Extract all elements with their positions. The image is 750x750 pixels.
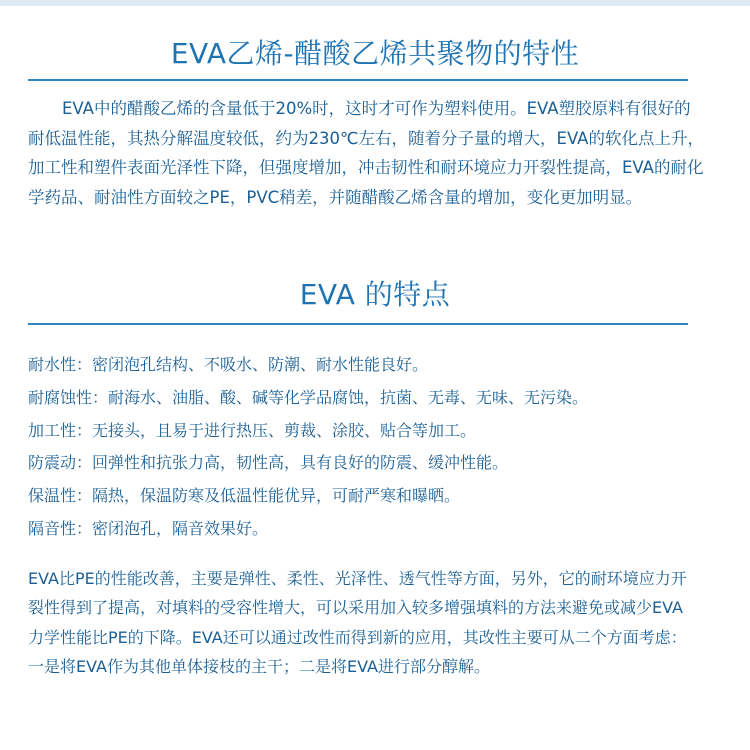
feature-item-sound-insulation: 隔音性：密闭泡孔，隔音效果好。: [28, 518, 269, 538]
intro-line: 加工性和塑件表面光泽性下降，但强度增加，冲击韧性和耐环境应力开裂性提高，EVA的耐化: [28, 158, 704, 177]
intro-line: 耐低温性能，其热分解温度较低，约为230℃左右，随着分子量的增大，EVA的软化点上升，: [28, 128, 704, 148]
summary-line: EVA比PE的性能改善，主要是弹性、柔性、光泽性、透气性等方面，另外，它的耐环境应力开: [28, 569, 687, 588]
summary-line: 一是将EVA作为其他单体接枝的主干；二是将EVA进行部分醇解。: [28, 656, 490, 676]
summary-line: 力学性能比PE的下降。EVA还可以通过改性而得到新的应用，其改性主要可从二个方面考虑：: [28, 627, 687, 647]
title-underline: [28, 79, 688, 81]
feature-item-processability: 加工性：无接头，且易于进行热压、剪裁、涂胶、贴合等加工。: [28, 420, 477, 440]
feature-item-thermal-insulation: 保温性：隔热，保温防寒及低温性能优异，可耐严寒和曝晒。: [28, 486, 461, 506]
feature-item-water-resistance: 耐水性：密闭泡孔结构、不吸水、防潮、耐水性能良好。: [28, 355, 429, 374]
feature-list: [28, 349, 738, 546]
feature-item-shock-absorption: 防震动：回弹性和抗张力高，韧性高，具有良好的防震、缓冲性能。: [28, 453, 509, 473]
page-title: EVA乙烯-醋酸乙烯共聚物的特性: [170, 37, 580, 70]
section-underline: [28, 323, 688, 325]
top-border-strip: [0, 0, 750, 6]
summary-line: 裂性得到了提高，对填料的受容性增大，可以采用加入较多增强填料的方法来避免或减少EVA: [28, 598, 683, 618]
section-heading: EVA 的特点: [299, 278, 451, 311]
feature-item-corrosion-resistance: 耐腐蚀性：耐海水、油脂、酸、碱等化学品腐蚀，抗菌、无毒、无味、无污染。: [28, 387, 589, 407]
intro-paragraph: [28, 94, 728, 212]
intro-line: 学药品、耐油性方面较之PE，PVC稍差，并随醋酸乙烯含量的增加，变化更加明显。: [28, 187, 643, 207]
intro-line: EVA中的醋酸乙烯的含量低于20%时，这时才可作为塑料使用。EVA塑胶原料有很好的: [62, 99, 691, 118]
summary-paragraph: [28, 564, 728, 681]
